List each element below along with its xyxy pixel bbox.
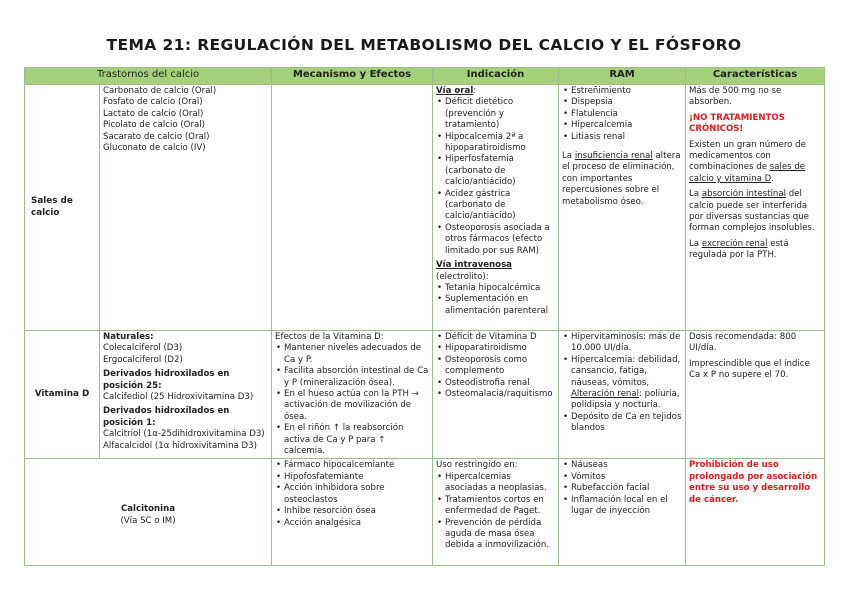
list-item: Fosfato de calcio (Oral) <box>103 97 203 108</box>
compound-list <box>100 85 272 331</box>
char-absorption: Más de 500 mg no se absorben. <box>689 86 782 108</box>
mechanism-cell <box>272 459 433 566</box>
header-trastornos: Trastornos del calcio <box>25 68 272 85</box>
list-item: Lactato de calcio (Oral) <box>103 108 204 119</box>
row-label-sub: (Vía SC o IM) <box>120 515 176 526</box>
list-item: Alfacalcidol (1α hidroxivitamina D3) <box>103 440 257 451</box>
list-item: • Mantener niveles adecuados de Ca y P. <box>284 343 429 366</box>
list-item: • Náuseas <box>571 460 682 471</box>
list-item: • En el hueso actúa con la PTH → activación de movilización de ósea. <box>284 389 429 423</box>
section-title: Derivados hidroxilados en posición 25: <box>103 369 230 391</box>
list-item: • Hipocalcemia 2ª a hipoparatiroidismo <box>445 132 555 155</box>
list-item: • Osteodistrofia renal <box>445 378 555 389</box>
ram-cell <box>559 459 686 566</box>
list-item: • Facilita absorción intestinal de Ca y P (mineralización ósea). <box>284 366 429 389</box>
list-item: • Vómitos <box>571 472 682 483</box>
list-item: Calcitriol (1α-25dihidroxivitamina D3) <box>103 429 265 440</box>
char-index: Imprescindible que el índice Ca x P no supere el 70. <box>689 358 810 381</box>
table-row-vitamina-d <box>25 331 825 459</box>
characteristics-cell <box>686 331 825 459</box>
table-header-row <box>25 68 825 85</box>
compound-list <box>100 331 272 459</box>
char-dose: Dosis recomendada: 800 UI/día. <box>689 332 797 354</box>
list-item: • Flatulencia <box>571 109 682 120</box>
list-item: • Osteoporosis asociada a otros fármacos (efecto limitado por sus RAM) <box>445 223 555 257</box>
oral-route-title: Vía oral <box>436 86 474 96</box>
list-item: Calcifediol (25 Hidroxivitamina D3) <box>103 392 254 403</box>
indication-cell <box>433 331 559 459</box>
list-item: • Hipercalcemia: debilidad, cansancio, fatiga, náuseas, vómitos, Alteración renal: poliuria, polidipsia y nocturia. <box>571 355 682 412</box>
list-item: • Hipervitaminosis: más de 10.000 UI/día. <box>571 332 682 355</box>
mechanism-title: Efectos de la Vitamina D: <box>275 332 384 342</box>
header-ram: RAM <box>559 68 686 85</box>
list-item: • Prevención de pérdida aguda de masa ósea debida a inmovilización. <box>445 518 555 552</box>
characteristics-cell <box>686 85 825 331</box>
list-item: • Fármaco hipocalcemiante <box>284 460 429 471</box>
list-item: • Acidez gástrica (carbonato de calcio/antiácido) <box>445 189 555 223</box>
list-item: • Déficit de Vitamina D <box>445 332 555 343</box>
warning-text: ¡NO TRATAMIENTOS CRÓNICOS! <box>689 112 785 135</box>
header-mecanismo: Mecanismo y Efectos <box>272 68 433 85</box>
indication-cell <box>433 459 559 566</box>
list-item: • Tetania hipocalcémica <box>445 283 555 294</box>
list-item: • Estreñimiento <box>571 86 682 97</box>
row-label: Vitamina D <box>25 331 100 459</box>
char-combinations: Existen un gran número de medicamentos con combinaciones de sales de calcio y vitamina D. <box>689 139 806 184</box>
list-item: • Acción analgésica <box>284 518 429 529</box>
list-item: • Hipercalcemia <box>571 120 682 131</box>
list-item: • Hiperfosfatemia (carbonato de calcio/antiácido) <box>445 154 555 188</box>
mechanism-cell <box>272 85 433 331</box>
iv-route-title: Vía intravenosa <box>436 260 512 271</box>
warning-text: Prohibición de uso prolongado por asociación entre su uso y desarrollo de cáncer. <box>689 460 818 505</box>
list-item: • Inflamación local en el lugar de inyección <box>571 495 682 518</box>
list-item: • Osteoporosis como complemento <box>445 355 555 378</box>
list-item: • Litiasis renal <box>571 132 682 143</box>
char-renal: La excreción renal está regulada por la PTH. <box>689 238 789 261</box>
list-item: • Dispepsia <box>571 97 682 108</box>
row-label-title: Calcitonina <box>120 504 176 515</box>
iv-route-suffix: (electrolito): <box>436 271 489 282</box>
section-title: Naturales: <box>103 332 154 342</box>
list-item: • Tratamientos cortos en enfermedad de Paget. <box>445 495 555 518</box>
ram-note: La insuficiencia renal altera el proceso de eliminación, con importantes repercusiones sobre el metabolismo óseo. <box>562 151 681 207</box>
ram-cell <box>559 331 686 459</box>
indication-title: Uso restringido en: <box>436 460 518 471</box>
drug-table <box>24 67 825 566</box>
list-item: • Hipercalcemias asociadas a neoplasias. <box>445 472 555 495</box>
header-caracteristicas: Características <box>686 68 825 85</box>
table-row-sales-calcio <box>25 85 825 331</box>
list-item: • Hipoparatiroidismo <box>445 343 555 354</box>
list-item: • Osteomalacia/raquitismo <box>445 389 555 400</box>
list-item: Colecalciferol (D3) <box>103 343 183 354</box>
mechanism-cell <box>272 331 433 459</box>
list-item: • Déficit dietético (prevención y tratamiento) <box>445 97 555 131</box>
list-item: • Rubefacción facial <box>571 483 682 494</box>
list-item: Picolato de calcio (Oral) <box>103 120 205 131</box>
list-item: • Suplementación en alimentación parenteral <box>445 294 555 317</box>
list-item: Gluconato de calcio (IV) <box>103 143 206 154</box>
header-indicacion: Indicación <box>433 68 559 85</box>
characteristics-cell <box>686 459 825 566</box>
list-item: • Inhibe resorción ósea <box>284 506 429 517</box>
list-item: • En el riñón ↑ la reabsorción activa de Ca y P para ↑ calcemia. <box>284 423 429 457</box>
char-intestinal: La absorción intestinal del calcio puede ser interferida por diversas sustancias que forman complejos insolubles. <box>689 189 815 234</box>
list-item: Ergocalciferol (D2) <box>103 354 183 365</box>
section-title: Derivados hidroxilados en posición 1: <box>103 406 230 428</box>
list-item: • Depósito de Ca en tejidos blandos <box>571 412 682 435</box>
row-label: Sales de calcio <box>25 85 100 331</box>
list-item: • Hipofosfatemiante <box>284 472 429 483</box>
row-label <box>25 459 272 566</box>
indication-cell: Vía oral: • Déficit dietético (prevención y tratamiento) • Hipocalcemia 2ª a hipoparatiroidismo • Hiperfosfatemia (carbonato de calcio/antiácido) • Acidez gástrica (carbonato de calcio/antiácido) • Osteoporosis asociada a otros fármacos (efecto limitado por sus RAM) Vía intravenosa (electrolito): • Tetania hipocalcémica • Suplementación en alimentación parenteral <box>433 85 559 331</box>
list-item: • Acción inhibidora sobre osteoclastos <box>284 483 429 506</box>
ram-cell <box>559 85 686 331</box>
table-row-calcitonina <box>25 459 825 566</box>
page-title: TEMA 21: REGULACIÓN DEL METABOLISMO DEL CALCIO Y EL FÓSFORO <box>106 36 742 54</box>
list-item: Sacarato de calcio (Oral) <box>103 131 210 142</box>
list-item: Carbonato de calcio (Oral) <box>103 86 217 96</box>
